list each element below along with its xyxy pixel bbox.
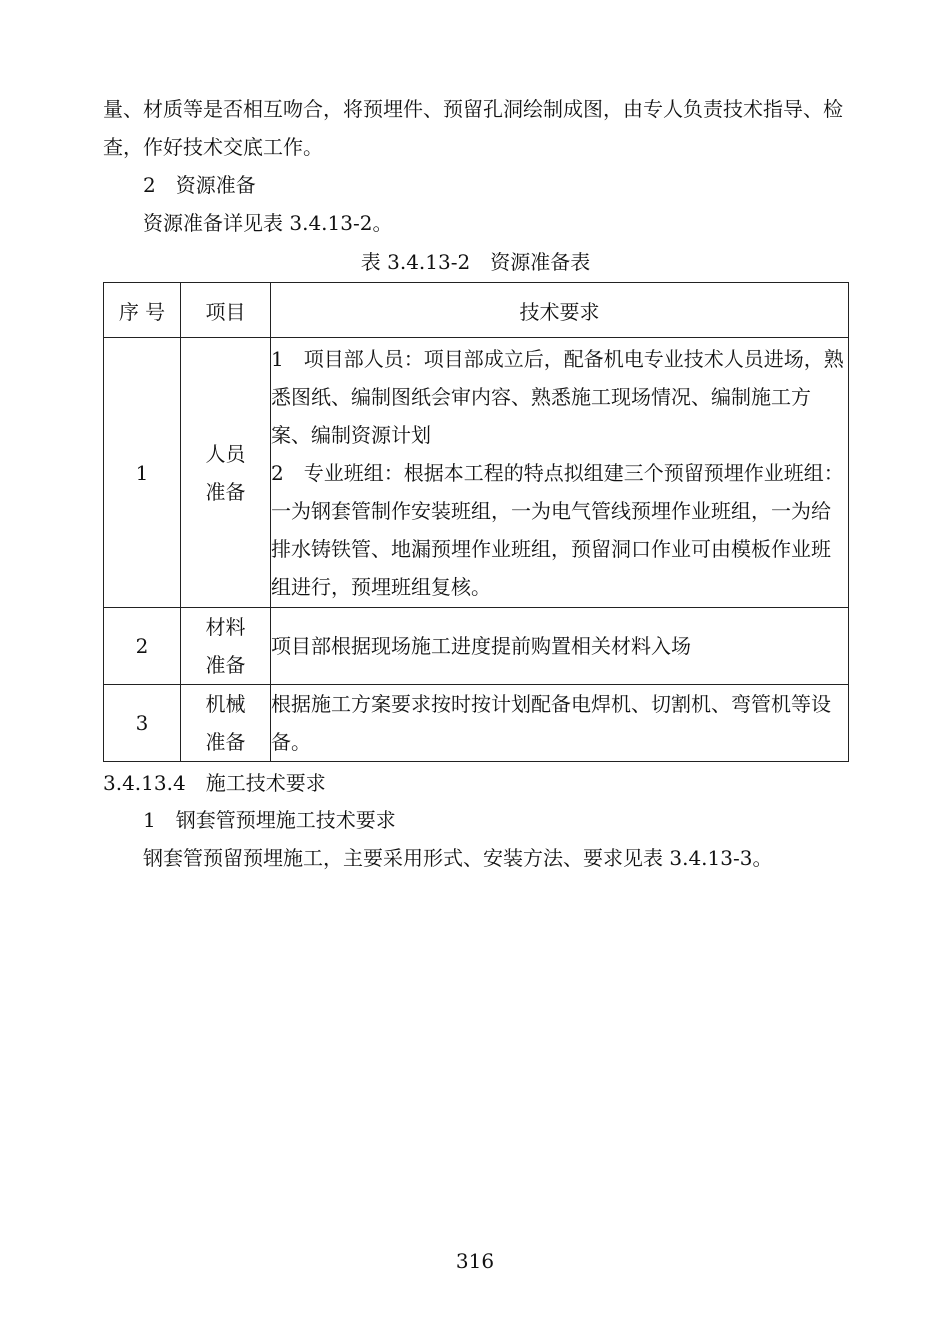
row-item [181,608,271,685]
requirement-text: 1 项目部人员：项目部成立后，配备机电专业技术人员进场，熟悉图纸、编制图纸会审内容、熟悉施工现场情况、编制施工方案、编制资源计划 [271,346,844,447]
row-no: 1 [104,338,181,608]
row-item [181,685,271,762]
header-requirements: 技术要求 [271,283,849,338]
resource-table [103,282,849,762]
row-requirements [271,685,849,762]
row-requirements [271,338,849,608]
subheading-steel-sleeve: 1 钢套管预埋施工技术要求 [143,808,396,832]
subheading-resource-preparation: 2 资源准备 [143,173,256,197]
row-item-line: 人员 [205,441,246,466]
header-no: 序 号 [104,283,181,338]
table-row [104,608,849,685]
requirement-text: 根据施工方案要求按时按计划配备电焊机、切割机、弯管机等设备。 [271,692,831,754]
row-no: 3 [104,685,181,762]
header-item: 项目 [181,283,271,338]
row-item-line: 准备 [205,479,246,504]
row-item-line: 准备 [205,730,246,754]
body-paragraph: 资源准备详见表 3.4.13-2。 [143,211,393,235]
section-heading: 3.4.13.4 施工技术要求 [103,771,326,795]
row-requirements [271,608,849,685]
page-number: 316 [455,1249,495,1273]
body-paragraph: 钢套管预留预埋施工，主要采用形式、安装方法、要求见表 3.4.13-3。 [143,846,773,870]
row-no: 2 [104,608,181,685]
table-header-row [104,283,849,338]
requirement-text: 2 专业班组：根据本工程的特点拟组建三个预留预埋作业班组：一为钢套管制作安装班组，一为电气管线预埋作业班组，一为给排水铸铁管、地漏预埋作业班组，预留洞口作业可由模板作业班组进行，预埋班组复核。 [271,460,844,599]
requirement-text: 项目部根据现场施工进度提前购置相关材料入场 [271,634,691,658]
table-row [104,338,849,608]
row-item [181,338,271,608]
body-paragraph: 量、材质等是否相互吻合，将预埋件、预留孔洞绘制成图，由专人负责技术指导、检查，作好技术交底工作。 [103,97,843,159]
row-item-line: 材料 [205,615,246,639]
table-row [104,685,849,762]
table-caption: 表 3.4.13-2 资源准备表 [360,250,591,274]
row-item-line: 准备 [205,653,246,677]
row-item-line: 机械 [205,692,246,716]
